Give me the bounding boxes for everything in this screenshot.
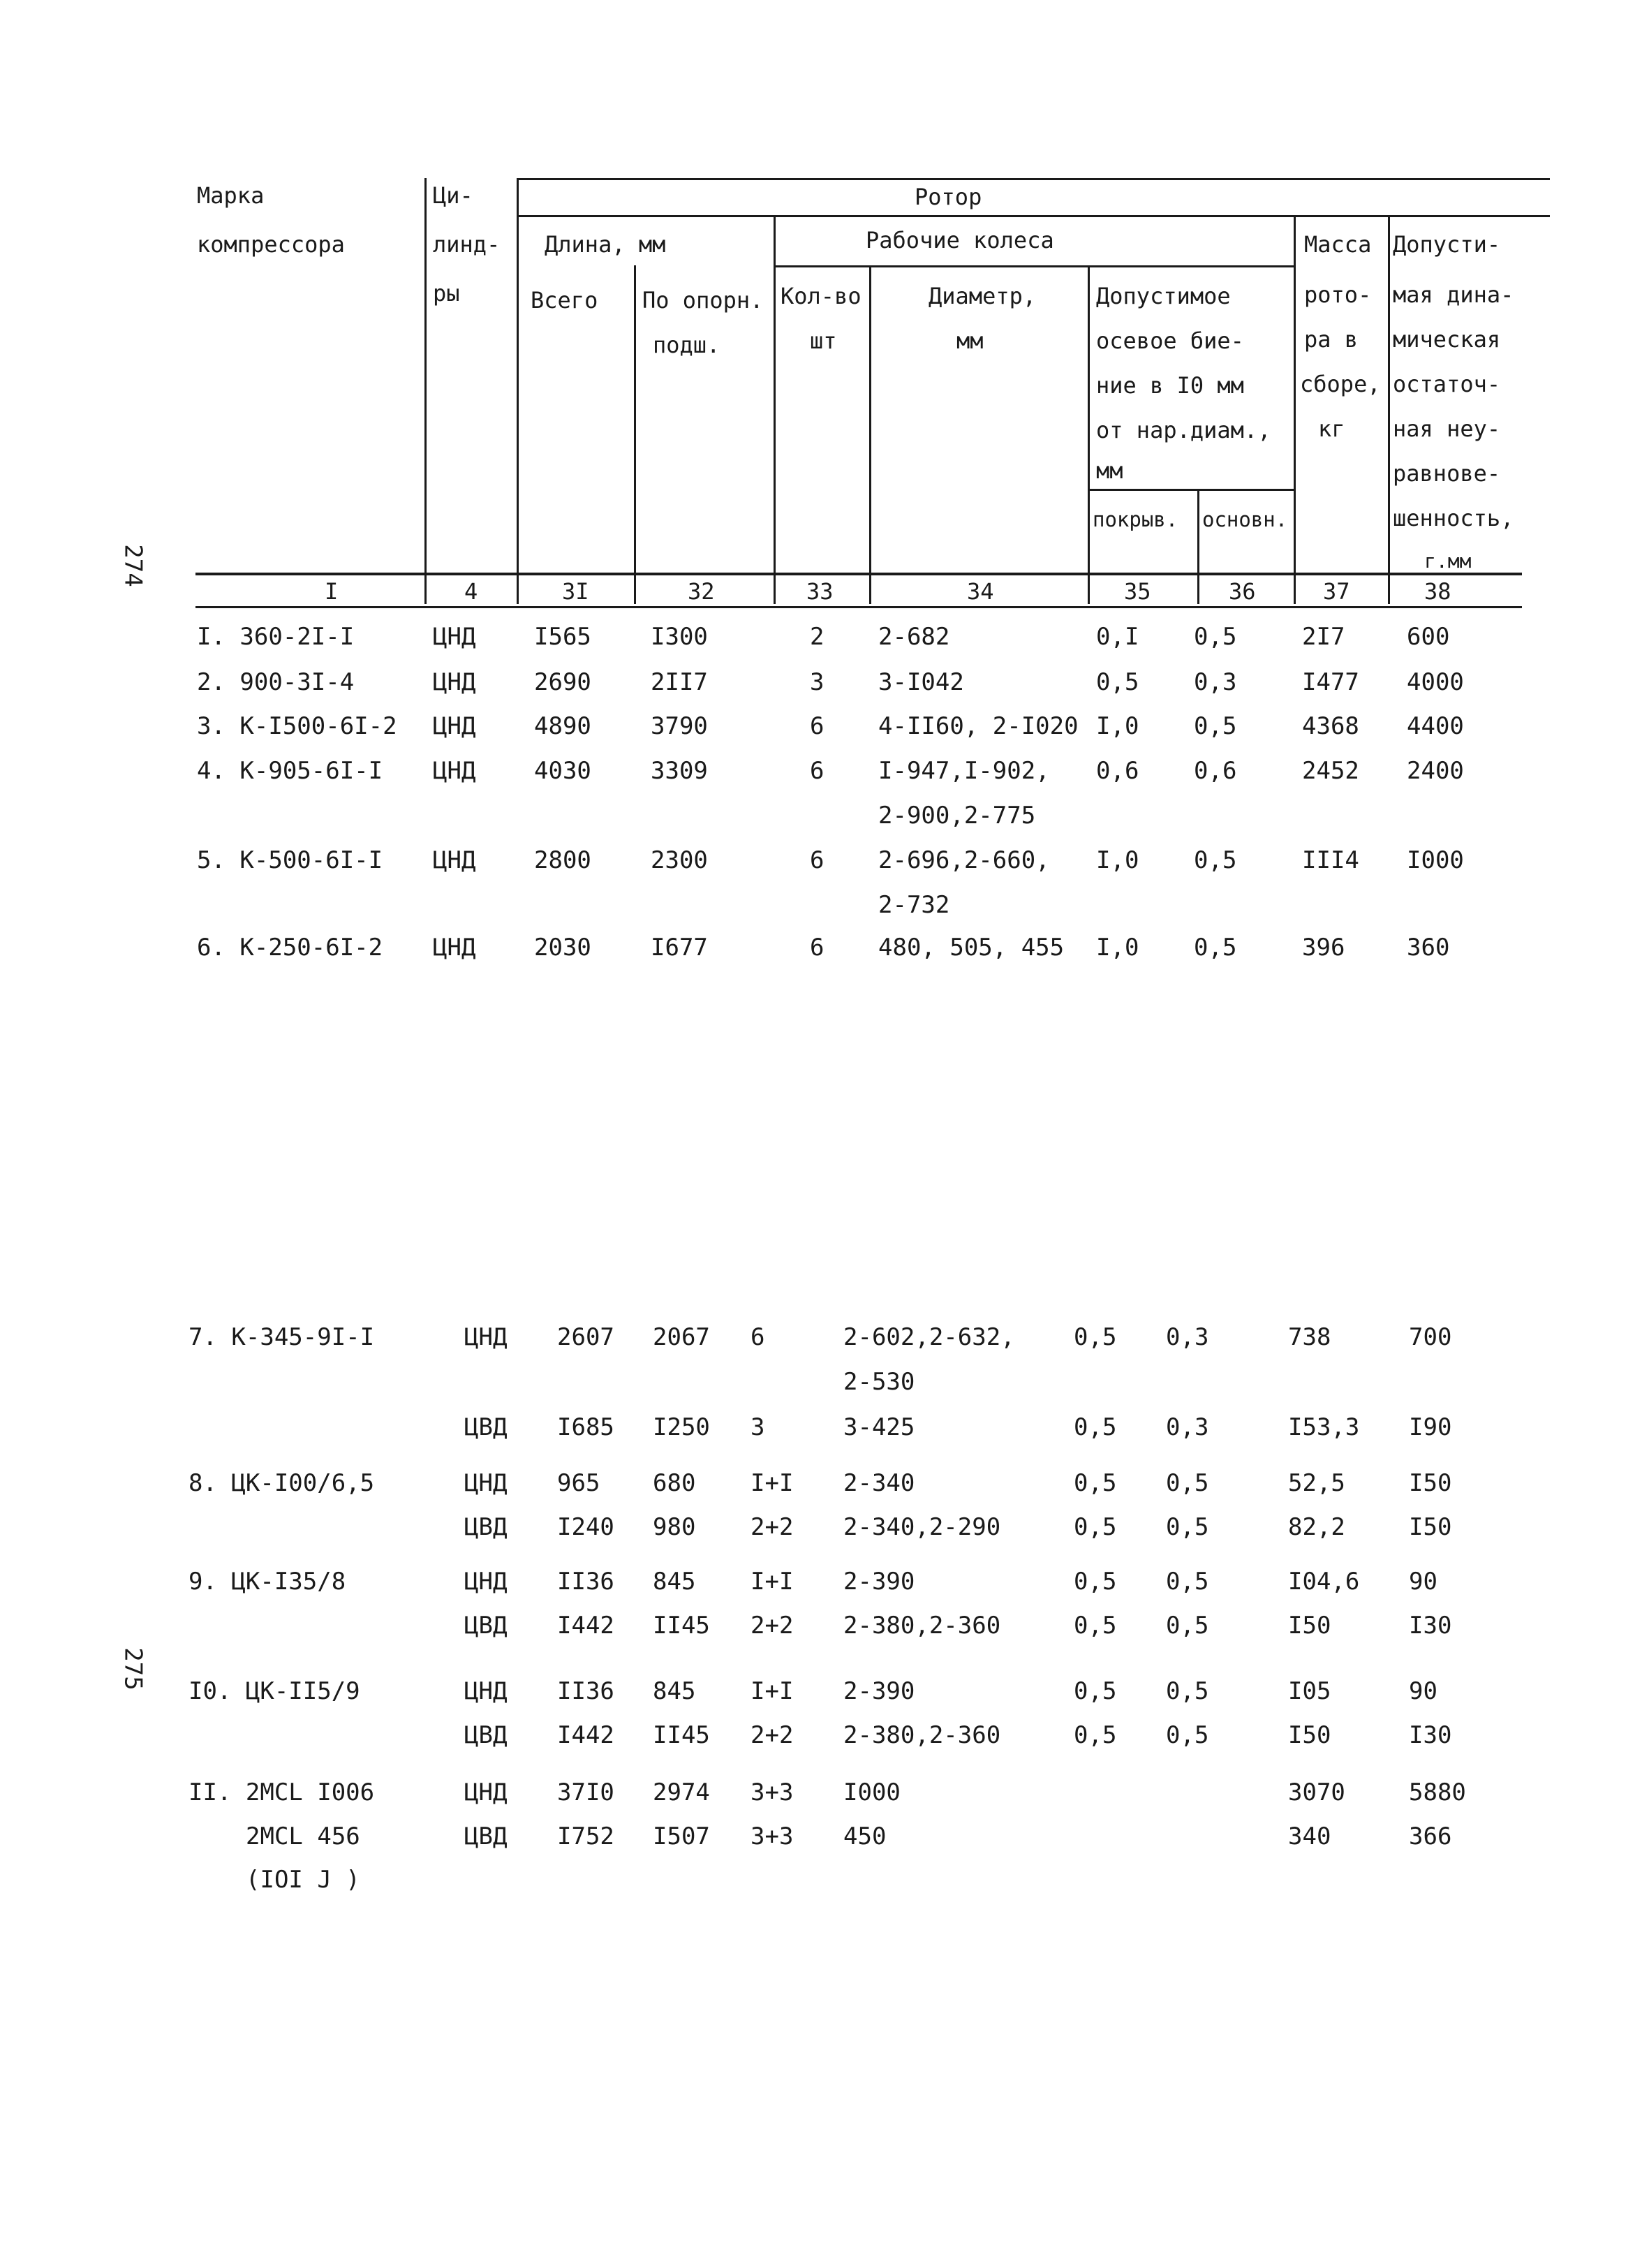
col-number: 38 xyxy=(1424,578,1451,605)
rotor-mass: 396 xyxy=(1302,934,1345,962)
rotor-mass: 738 xyxy=(1288,1323,1331,1351)
wheel-diameter: I-947,I-902, xyxy=(878,757,1050,785)
runout-base: 0,5 xyxy=(1194,623,1237,651)
header-imb-7: шенность, xyxy=(1393,505,1514,531)
cylinder-type: ЦНД xyxy=(464,1568,508,1596)
runout-cover: 0,5 xyxy=(1074,1721,1117,1749)
header-imb-5: ная неу- xyxy=(1393,415,1501,442)
wheel-count: 6 xyxy=(750,1323,765,1351)
rotor-mass: 3070 xyxy=(1288,1779,1345,1806)
wheel-diameter: 2-696,2-660, xyxy=(878,846,1050,874)
length-by-bearings: 845 xyxy=(653,1568,696,1596)
wheel-count: 2+2 xyxy=(750,1513,794,1541)
cylinder-type: ЦНД xyxy=(433,668,476,696)
header-imb-4: остаточ- xyxy=(1393,371,1501,397)
length-by-bearings: I507 xyxy=(653,1822,710,1850)
residual-imbalance: 2400 xyxy=(1407,757,1464,785)
header-total: Всего xyxy=(531,287,598,314)
length-total: I565 xyxy=(534,623,591,651)
wheel-diameter: I000 xyxy=(843,1779,901,1806)
cylinder-type: ЦВД xyxy=(464,1612,508,1640)
length-by-bearings: 3790 xyxy=(651,712,708,740)
runout-cover: 0,5 xyxy=(1074,1513,1117,1541)
compressor-name: 7. К-345-9I-I xyxy=(188,1323,375,1351)
compressor-name: 5. К-500-6I-I xyxy=(197,846,383,874)
header-count-2: шт xyxy=(810,327,837,354)
runout-base: 0,5 xyxy=(1166,1677,1209,1705)
length-by-bearings: II45 xyxy=(653,1612,710,1640)
header-imb-3: мическая xyxy=(1393,326,1501,353)
wheel-count: 3+3 xyxy=(750,1779,794,1806)
compressor-name: 3. К-I500-6I-2 xyxy=(197,712,397,740)
wheel-count: 6 xyxy=(810,846,824,874)
col-number: 37 xyxy=(1323,578,1350,605)
length-by-bearings: 3309 xyxy=(651,757,708,785)
header-imb-1: Допусти- xyxy=(1393,231,1501,258)
runout-cover: I,0 xyxy=(1096,712,1139,740)
cylinder-type: ЦВД xyxy=(464,1413,508,1441)
compressor-name: I0. ЦК-II5/9 xyxy=(188,1677,360,1705)
wheel-diameter: 2-602,2-632, xyxy=(843,1323,1015,1351)
rotor-mass: I53,3 xyxy=(1288,1413,1360,1441)
col-number: 3I xyxy=(562,578,589,605)
runout-base: 0,3 xyxy=(1166,1413,1209,1441)
rotor-mass: 2I7 xyxy=(1302,623,1345,651)
wheel-count: 3 xyxy=(810,668,824,696)
length-total: I685 xyxy=(557,1413,614,1441)
header-diameter-2: мм xyxy=(956,327,984,354)
compressor-name: 4. К-905-6I-I xyxy=(197,757,383,785)
cylinder-type: ЦНД xyxy=(433,712,476,740)
header-brand-1: Марка xyxy=(197,182,265,209)
runout-base: 0,5 xyxy=(1194,846,1237,874)
wheel-diameter: 2-380,2-360 xyxy=(843,1612,1001,1640)
runout-base: 0,5 xyxy=(1194,712,1237,740)
wheel-diameter: 2-530 xyxy=(843,1368,915,1396)
wheel-diameter: 450 xyxy=(843,1822,887,1850)
cylinder-type: ЦНД xyxy=(433,934,476,962)
length-by-bearings: 680 xyxy=(653,1469,696,1497)
header-bearing-1: По опорн. xyxy=(642,287,764,314)
cylinder-type: ЦНД xyxy=(464,1677,508,1705)
rotor-mass: I50 xyxy=(1288,1612,1331,1640)
compressor-name: 6. К-250-6I-2 xyxy=(197,934,383,962)
cylinder-type: ЦВД xyxy=(464,1513,508,1541)
header-cyl-3: ры xyxy=(433,280,460,307)
length-total: I442 xyxy=(557,1721,614,1749)
runout-base: 0,3 xyxy=(1194,668,1237,696)
length-total: 4030 xyxy=(534,757,591,785)
residual-imbalance: I30 xyxy=(1409,1721,1452,1749)
length-total: I752 xyxy=(557,1822,614,1850)
runout-base: 0,5 xyxy=(1166,1568,1209,1596)
header-mass-3: ра в xyxy=(1304,326,1359,353)
runout-cover: 0,6 xyxy=(1096,757,1139,785)
wheel-diameter: 2-340 xyxy=(843,1469,915,1497)
length-total: 965 xyxy=(557,1469,600,1497)
residual-imbalance: 90 xyxy=(1409,1677,1437,1705)
header-runout-cover: покрыв. xyxy=(1093,508,1178,531)
header-runout-1: Допустимое xyxy=(1096,283,1231,309)
residual-imbalance: 700 xyxy=(1409,1323,1452,1351)
length-total: 2690 xyxy=(534,668,591,696)
rotor-mass: 52,5 xyxy=(1288,1469,1345,1497)
length-by-bearings: 2067 xyxy=(653,1323,710,1351)
length-by-bearings: 845 xyxy=(653,1677,696,1705)
length-total: 2030 xyxy=(534,934,591,962)
wheel-diameter: 2-732 xyxy=(878,891,950,919)
residual-imbalance: 4400 xyxy=(1407,712,1464,740)
wheel-diameter: 480, 505, 455 xyxy=(878,934,1065,962)
header-count-1: Кол-во xyxy=(781,283,862,309)
rotor-mass: 2452 xyxy=(1302,757,1359,785)
length-total: 37I0 xyxy=(557,1779,614,1806)
wheel-count: 6 xyxy=(810,934,824,962)
runout-cover: 0,5 xyxy=(1074,1323,1117,1351)
page-number-bottom: 275 xyxy=(119,1647,147,1691)
page-number-top: 274 xyxy=(119,544,147,587)
wheel-count: 2+2 xyxy=(750,1612,794,1640)
residual-imbalance: 4000 xyxy=(1407,668,1464,696)
wheel-count: 6 xyxy=(810,712,824,740)
runout-base: 0,5 xyxy=(1194,934,1237,962)
runout-cover: 0,I xyxy=(1096,623,1139,651)
col-number: 32 xyxy=(688,578,715,605)
compressor-name: 2МСL 456 xyxy=(246,1822,360,1850)
header-imb-6: равнове- xyxy=(1393,460,1501,487)
wheel-count: 2 xyxy=(810,623,824,651)
wheel-count: 6 xyxy=(810,757,824,785)
compressor-name: II. 2МСL I006 xyxy=(188,1779,375,1806)
wheel-diameter: 3-425 xyxy=(843,1413,915,1441)
length-by-bearings: I677 xyxy=(651,934,708,962)
compressor-name: 2. 900-3I-4 xyxy=(197,668,355,696)
wheel-diameter: 2-340,2-290 xyxy=(843,1513,1001,1541)
header-wheels: Рабочие колеса xyxy=(866,227,1054,253)
residual-imbalance: I90 xyxy=(1409,1413,1452,1441)
length-total: II36 xyxy=(557,1677,614,1705)
runout-base: 0,5 xyxy=(1166,1612,1209,1640)
header-bearing-2: подш. xyxy=(653,332,720,358)
cylinder-type: ЦНД xyxy=(433,757,476,785)
runout-cover: 0,5 xyxy=(1074,1413,1117,1441)
runout-base: 0,3 xyxy=(1166,1323,1209,1351)
header-imb-8: г.мм xyxy=(1424,550,1472,573)
length-by-bearings: 2300 xyxy=(651,846,708,874)
wheel-diameter: 2-380,2-360 xyxy=(843,1721,1001,1749)
wheel-count: 3 xyxy=(750,1413,765,1441)
runout-cover: I,0 xyxy=(1096,934,1139,962)
col-number: 36 xyxy=(1229,578,1256,605)
length-by-bearings: 2974 xyxy=(653,1779,710,1806)
cylinder-type: ЦВД xyxy=(464,1822,508,1850)
cylinder-type: ЦНД xyxy=(433,623,476,651)
col-number: I xyxy=(325,578,339,605)
compressor-name: 9. ЦК-I35/8 xyxy=(188,1568,346,1596)
cylinder-type: ЦНД xyxy=(464,1779,508,1806)
col-number: 4 xyxy=(464,578,478,605)
rotor-mass: 4368 xyxy=(1302,712,1359,740)
header-runout-4: от нар.диам., xyxy=(1096,417,1271,443)
compressor-name: I. 360-2I-I xyxy=(197,623,355,651)
rotor-mass: I05 xyxy=(1288,1677,1331,1705)
wheel-count: I+I xyxy=(750,1469,794,1497)
length-by-bearings: 980 xyxy=(653,1513,696,1541)
cylinder-type: ЦНД xyxy=(433,846,476,874)
header-imb-2: мая дина- xyxy=(1393,281,1514,308)
runout-cover: I,0 xyxy=(1096,846,1139,874)
header-rotor: Ротор xyxy=(915,184,982,210)
wheel-diameter: 2-682 xyxy=(878,623,950,651)
wheel-diameter: 2-390 xyxy=(843,1568,915,1596)
length-total: I240 xyxy=(557,1513,614,1541)
wheel-count: I+I xyxy=(750,1568,794,1596)
rotor-mass: 82,2 xyxy=(1288,1513,1345,1541)
header-runout-2: осевое бие- xyxy=(1096,327,1244,354)
length-total: II36 xyxy=(557,1568,614,1596)
rotor-mass: I04,6 xyxy=(1288,1568,1360,1596)
length-by-bearings: 2II7 xyxy=(651,668,708,696)
runout-cover: 0,5 xyxy=(1074,1612,1117,1640)
residual-imbalance: I000 xyxy=(1407,846,1464,874)
runout-cover: 0,5 xyxy=(1074,1469,1117,1497)
header-diameter-1: Диаметр, xyxy=(929,283,1037,309)
compressor-name: 8. ЦК-I00/6,5 xyxy=(188,1469,375,1497)
cylinder-type: ЦНД xyxy=(464,1323,508,1351)
length-total: 2800 xyxy=(534,846,591,874)
wheel-diameter: 3-I042 xyxy=(878,668,964,696)
col-number: 35 xyxy=(1124,578,1151,605)
residual-imbalance: I50 xyxy=(1409,1469,1452,1497)
header-mass-5: кг xyxy=(1318,415,1345,442)
rotor-mass: III4 xyxy=(1302,846,1359,874)
rotor-mass: I477 xyxy=(1302,668,1359,696)
runout-cover: 0,5 xyxy=(1096,668,1139,696)
cylinder-type: ЦНД xyxy=(464,1469,508,1497)
residual-imbalance: I30 xyxy=(1409,1612,1452,1640)
residual-imbalance: 366 xyxy=(1409,1822,1452,1850)
header-runout-5: мм xyxy=(1096,457,1123,484)
length-total: 2607 xyxy=(557,1323,614,1351)
header-runout-3: ние в I0 мм xyxy=(1096,372,1244,399)
residual-imbalance: 600 xyxy=(1407,623,1450,651)
runout-base: 0,5 xyxy=(1166,1513,1209,1541)
wheel-diameter: 2-390 xyxy=(843,1677,915,1705)
header-mass-1: Масса xyxy=(1304,231,1372,258)
length-total: I442 xyxy=(557,1612,614,1640)
footnote: (IOI Ј ) xyxy=(246,1866,360,1894)
wheel-count: I+I xyxy=(750,1677,794,1705)
rotor-mass: 340 xyxy=(1288,1822,1331,1850)
header-cyl-2: линд- xyxy=(433,231,501,258)
rotor-mass: I50 xyxy=(1288,1721,1331,1749)
header-mass-2: рото- xyxy=(1304,281,1372,308)
header-runout-base: основн. xyxy=(1202,508,1288,531)
header-brand-2: компрессора xyxy=(197,231,345,258)
length-total: 4890 xyxy=(534,712,591,740)
length-by-bearings: II45 xyxy=(653,1721,710,1749)
length-by-bearings: I250 xyxy=(653,1413,710,1441)
runout-cover: 0,5 xyxy=(1074,1677,1117,1705)
runout-base: 0,5 xyxy=(1166,1469,1209,1497)
wheel-diameter: 2-900,2-775 xyxy=(878,802,1036,830)
residual-imbalance: I50 xyxy=(1409,1513,1452,1541)
cylinder-type: ЦВД xyxy=(464,1721,508,1749)
wheel-count: 2+2 xyxy=(750,1721,794,1749)
residual-imbalance: 5880 xyxy=(1409,1779,1466,1806)
header-cyl-1: Ци- xyxy=(433,182,473,209)
header-mass-4: сборе, xyxy=(1300,371,1381,397)
residual-imbalance: 360 xyxy=(1407,934,1450,962)
runout-base: 0,5 xyxy=(1166,1721,1209,1749)
residual-imbalance: 90 xyxy=(1409,1568,1437,1596)
wheel-count: 3+3 xyxy=(750,1822,794,1850)
col-number: 34 xyxy=(967,578,994,605)
runout-cover: 0,5 xyxy=(1074,1568,1117,1596)
runout-base: 0,6 xyxy=(1194,757,1237,785)
wheel-diameter: 4-II60, 2-I020 xyxy=(878,712,1079,740)
col-number: 33 xyxy=(806,578,834,605)
length-by-bearings: I300 xyxy=(651,623,708,651)
header-length: Длина, мм xyxy=(545,231,666,258)
